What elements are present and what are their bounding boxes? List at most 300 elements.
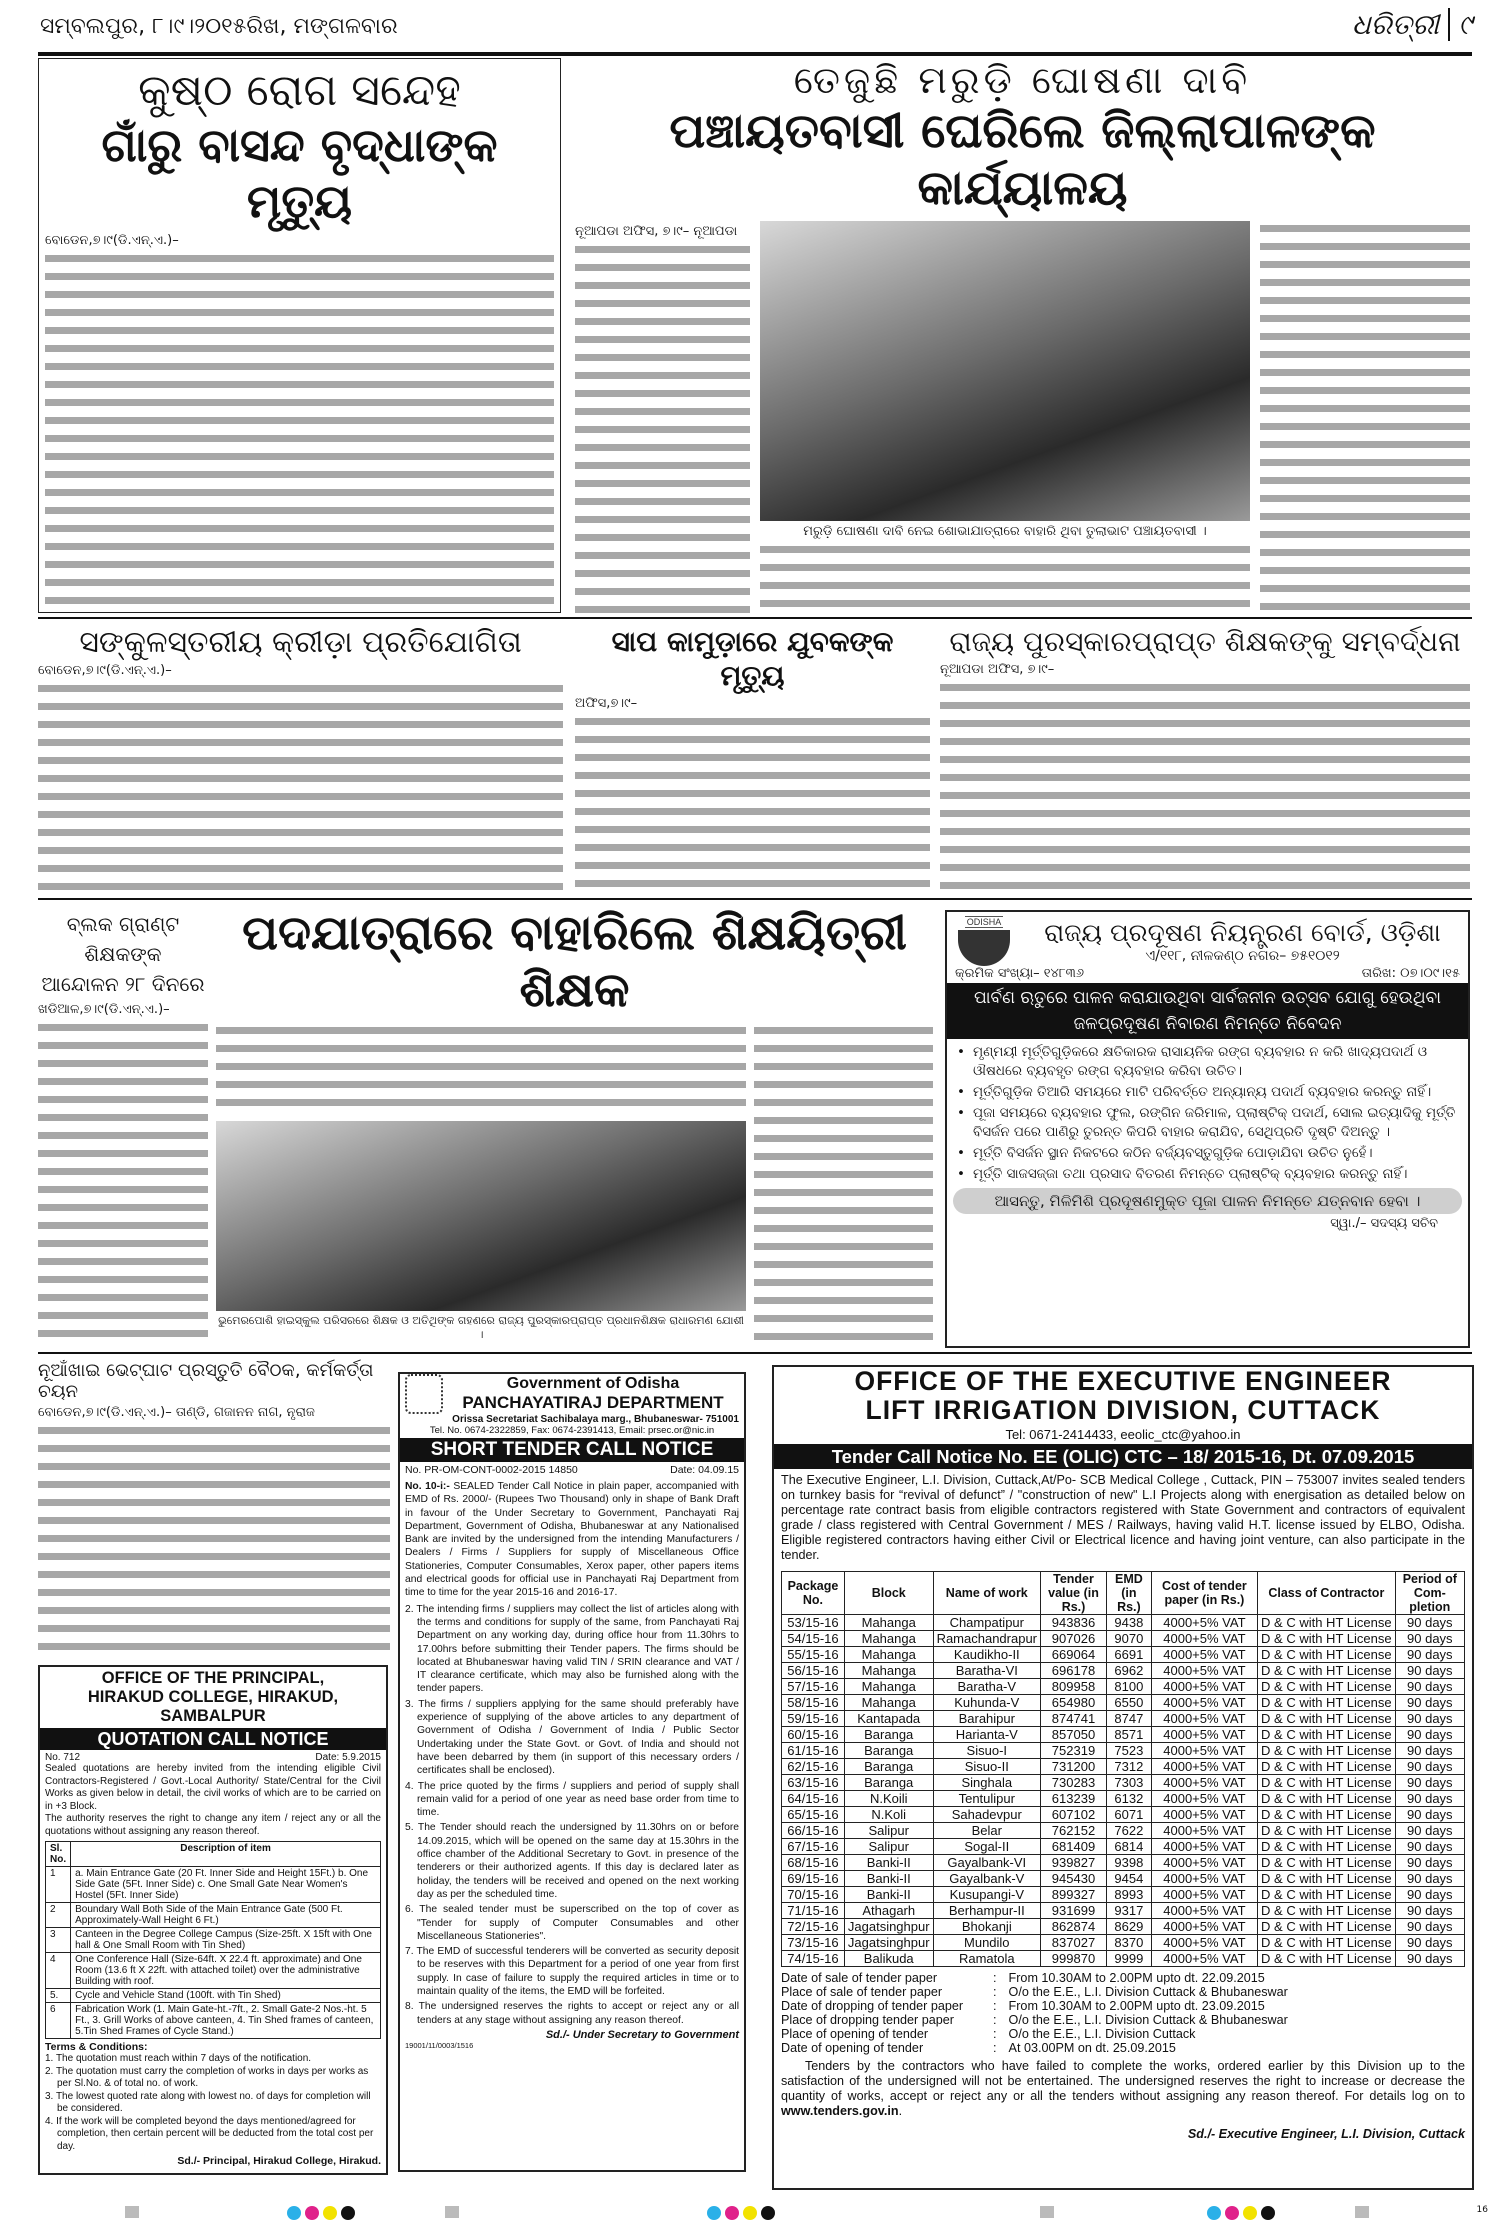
- cost-of-paper: 4000+5% VAT: [1151, 1711, 1257, 1727]
- works-table: [45, 1841, 381, 2039]
- dateline: ବୋଡେନ,୭।୯(ଡି.ଏନ୍.ଏ.)–: [38, 663, 172, 678]
- period: 90 days: [1395, 1663, 1464, 1679]
- emd: 7303: [1106, 1775, 1151, 1791]
- table-row: [782, 1743, 1465, 1759]
- block: Banki-II: [844, 1887, 933, 1903]
- bullet-icon: •: [957, 1044, 965, 1060]
- name-of-work: Sogal-II: [933, 1839, 1040, 1855]
- lead: No. 10-i:-: [405, 1481, 450, 1492]
- name-of-work: Champatipur: [933, 1615, 1040, 1631]
- period: 90 days: [1395, 1743, 1464, 1759]
- page-code: 16: [1476, 2205, 1488, 2215]
- column: [216, 1023, 746, 1345]
- schedule-label: Place of opening of tender: [781, 2027, 929, 2041]
- headline: ଗାଁରୁ ବାସନ୍ଦ ବୃଦ୍ଧାଙ୍କ ମୃତ୍ୟୁ: [101, 118, 498, 228]
- cost-of-paper: 4000+5% VAT: [1151, 1615, 1257, 1631]
- emd: 8370: [1106, 1935, 1151, 1951]
- table-row: [46, 1903, 381, 1928]
- cost-of-paper: 4000+5% VAT: [1151, 1919, 1257, 1935]
- headline: ପଞ୍ଚାୟତବାସୀ ଘେରିଲେ ଜିଲ୍ଲାପାଳଙ୍କ କାର୍ଯ୍ୟାଳୟ: [669, 103, 1376, 216]
- block: Mahanga: [844, 1631, 933, 1647]
- col-header: Cost of tender paper (in Rs.): [1151, 1572, 1257, 1615]
- schedule-value: At 03.00PM on dt. 25.09.2015: [1008, 2041, 1176, 2055]
- block: Mahanga: [844, 1615, 933, 1631]
- paper-name: ଧରିତ୍ରୀ: [1351, 8, 1440, 41]
- notice-date: Date: 5.9.2015: [315, 1752, 381, 1763]
- title-line: OFFICE OF THE EXECUTIVE ENGINEER: [854, 1366, 1392, 1396]
- col-header: Sl. No.: [46, 1842, 71, 1867]
- schedule-row: [781, 2041, 1288, 2055]
- table-row: [782, 1919, 1465, 1935]
- tender-value: 607102: [1041, 1807, 1107, 1823]
- emd: 6132: [1106, 1791, 1151, 1807]
- term-item: 4. If the work will be completed beyond the days mentioned/agreed for completion, then certain percent will be deducted from the total cost per day.: [45, 2115, 374, 2152]
- class-of-contractor: D & C with HT License: [1258, 1631, 1396, 1647]
- emd: 9454: [1106, 1871, 1151, 1887]
- hirakud-quotation-ad: [38, 1665, 388, 2175]
- block: Banki-II: [844, 1871, 933, 1887]
- kicker-line: ବ୍ଲକ ଗ୍ରାଣ୍ଟ ଶିକ୍ଷକଙ୍କ: [66, 912, 180, 966]
- name-of-work: Sahadevpur: [933, 1807, 1040, 1823]
- class-of-contractor: D & C with HT License: [1258, 1919, 1396, 1935]
- points-list: [405, 1603, 739, 2027]
- emd: 8629: [1106, 1919, 1151, 1935]
- advisory-text: ମୃଣ୍ମୟୀ ମୂର୍ତ୍ତିଗୁଡ଼ିକରେ କ୍ଷତିକାରକ ରାସାୟନିକ ରଙ୍ଗ ବ୍ୟବହାର ନ କରି ଖାଦ୍ୟପଦାର୍ଥ ଓ ଔଷଧରେ ବ୍ୟବହୃତ ରଙ୍ଗ ବ୍ୟବହାର କରିବା ଉଚିତ।: [973, 1044, 1428, 1079]
- tender-schedule: [781, 1971, 1288, 2055]
- table-row: [782, 1807, 1465, 1823]
- package-no: 73/15-16: [782, 1935, 845, 1951]
- title-line: LIFT IRRIGATION DIVISION, CUTTACK: [865, 1395, 1381, 1425]
- sl-no: 3: [46, 1928, 71, 1953]
- package-no: 53/15-16: [782, 1615, 845, 1631]
- cost-of-paper: 4000+5% VAT: [1151, 1807, 1257, 1823]
- cost-of-paper: 4000+5% VAT: [1151, 1951, 1257, 1967]
- period: 90 days: [1395, 1727, 1464, 1743]
- emd: 8747: [1106, 1711, 1151, 1727]
- point-item: 4. The price quoted by the firms / suppliers and period of supply shall remain valid for a period of one year as need base order from time to time.: [405, 1780, 739, 1819]
- class-of-contractor: D & C with HT License: [1258, 1711, 1396, 1727]
- schedule-row: [781, 1999, 1288, 2013]
- table-row: [782, 1759, 1465, 1775]
- name-of-work: Belar: [933, 1823, 1040, 1839]
- package-no: 72/15-16: [782, 1919, 845, 1935]
- terms-title: Terms & Conditions:: [45, 2041, 148, 2053]
- tender-value: 837027: [1041, 1935, 1107, 1951]
- name-of-work: Kusupangi-V: [933, 1887, 1040, 1903]
- package-no: 66/15-16: [782, 1823, 845, 1839]
- cmyk-marks-icon: [705, 2205, 777, 2224]
- name-of-work: Ramachandrapur: [933, 1631, 1040, 1647]
- class-of-contractor: D & C with HT License: [1258, 1615, 1396, 1631]
- table-row: [782, 1855, 1465, 1871]
- kicker-line: ଆନ୍ଦୋଳନ ୨୮ ଦିନରେ: [41, 972, 205, 996]
- signature: Sd./- Executive Engineer, L.I. Division, Cuttack: [1187, 2127, 1465, 2141]
- name-of-work: Berhampur-II: [933, 1903, 1040, 1919]
- tender-value: 907026: [1041, 1631, 1107, 1647]
- ad-title: [781, 1367, 1465, 1425]
- point-item: 8. The undersigned reserves the rights to accept or reject any or all tenders at any stage without assigning any reason thereof.: [405, 2001, 739, 2026]
- sl-no: 2: [46, 1903, 71, 1928]
- class-of-contractor: D & C with HT License: [1258, 1935, 1396, 1951]
- bullet-icon: •: [957, 1166, 965, 1182]
- period: 90 days: [1395, 1679, 1464, 1695]
- description: Boundary Wall Both Side of the Main Entrance Gate (500 Ft. Approximately-Wall Height 6 Ft.): [71, 1903, 381, 1928]
- period: 90 days: [1395, 1775, 1464, 1791]
- tender-value: 681409: [1041, 1839, 1107, 1855]
- block: Baranga: [844, 1759, 933, 1775]
- schedule-value: From 10.30AM to 2.00PM upto dt. 23.09.2015: [1008, 1999, 1265, 2013]
- class-of-contractor: D & C with HT License: [1258, 1855, 1396, 1871]
- tender-value: 752319: [1041, 1743, 1107, 1759]
- panchayatiraj-tender-ad: [398, 1372, 746, 2172]
- ref-line: [405, 1464, 739, 1476]
- article-body: [216, 1023, 746, 1117]
- period: 90 days: [1395, 1695, 1464, 1711]
- table-row: [782, 1887, 1465, 1903]
- main-area: [216, 905, 933, 1345]
- package-no: 67/15-16: [782, 1839, 845, 1855]
- tender-value: 669064: [1041, 1647, 1107, 1663]
- tender-value: 654980: [1041, 1695, 1107, 1711]
- article-body: [754, 1023, 933, 1345]
- schedule-label: Date of dropping of tender paper: [781, 1999, 964, 2013]
- tender-value: 696178: [1041, 1663, 1107, 1679]
- schedule-value: O/o the E.E., L.I. Division Cuttack & Bhubaneswar: [1008, 2013, 1288, 2027]
- notice-number: No. PR-OM-CONT-0002-2015 14850: [405, 1464, 578, 1476]
- bullet-icon: •: [957, 1084, 965, 1100]
- header-rule: [38, 52, 1472, 56]
- ad-heading: [1023, 918, 1462, 964]
- article-columns: [216, 1023, 933, 1345]
- tender-value: 943836: [1041, 1615, 1107, 1631]
- gray-swatch-icon: [1355, 2206, 1369, 2218]
- point-item: 2. The intending firms / suppliers may collect the list of articles along with the terms and conditions for supply of the same, from Panchayati Raj Department on any working day, during office hour from 11.30hrs to 17.00hrs before submitting their Tender papers. The firms should be located at Bhubaneswar having valid TIN / SRIN clearance and VAT / IT clearance certificate, which may also be furnished along with the tender papers.: [405, 1603, 739, 1695]
- address: Orissa Secretariat Sachibalaya marg., Bhubaneswar- 751001: [452, 1414, 739, 1425]
- class-of-contractor: D & C with HT License: [1258, 1695, 1396, 1711]
- name-of-work: Tentulipur: [933, 1791, 1040, 1807]
- article-body: [38, 1020, 208, 1345]
- name-of-work: Baratha-V: [933, 1679, 1040, 1695]
- slogan: ଆସନ୍ତୁ, ମିଳିମିଶି ପ୍ରଦୂଷଣମୁକ୍ତ ପୂଜା ପାଳନ ନିମନ୍ତେ ଯତ୍ନବାନ ହେବା ।: [953, 1188, 1462, 1214]
- dateline: ବୋଡେନ,୭।୯(ଡି.ଏନ୍.ଏ.)–: [45, 233, 179, 248]
- dateline: ନୂଆପଡା ଅଫିସ, ୭।୯–: [940, 662, 1055, 677]
- signature: ସ୍ୱା./– ସଦସ୍ୟ ସଚିବ: [1330, 1216, 1438, 1231]
- block: Balikuda: [844, 1951, 933, 1967]
- dateline: ଅଫିସ,୭।୯–: [575, 696, 638, 711]
- separator: :: [993, 2013, 997, 2027]
- block: Salipur: [844, 1839, 933, 1855]
- schedule-row: [781, 2027, 1288, 2041]
- intro-2: The authority reserves the right to change any item / reject any or all the quotations without assigning any reason thereof.: [45, 1813, 381, 1837]
- protest-photo: [760, 221, 1250, 521]
- point-item: 6. The sealed tender must be superscribed on the top of cover as "Tender for supply of Computer Consumables and other Miscellaneous Stationeries".: [405, 1904, 739, 1942]
- emd: 9070: [1106, 1631, 1151, 1647]
- article-nuakhai: [38, 1360, 390, 1660]
- class-of-contractor: D & C with HT License: [1258, 1807, 1396, 1823]
- ad-banner: QUOTATION CALL NOTICE: [40, 1728, 386, 1750]
- schedule-row: [781, 1971, 1288, 1985]
- col-header: EMD (in Rs.): [1106, 1572, 1151, 1615]
- masthead: [1352, 8, 1472, 42]
- point-item: 5. The Tender should reach the undersigned by 11.30hrs on or before 14.09.2015, which will be opened on the same day at 15.30hrs in the office chamber of the Additional Secretary to Govt. in presence of the tenderers or their authorized agents. If this day is declared later as holiday, the tenders will be received and opened on the next working day as per the scheduled time.: [405, 1822, 739, 1900]
- signature: Sd./- Under Secretary to Government: [545, 2028, 739, 2041]
- table-row: [782, 1663, 1465, 1679]
- advisory-text: ପୂଜା ସମୟରେ ବ୍ୟବହାର ଫୁଲ, ରଙ୍ଗିନ ଜରିମାଳ, ପ୍ଲାଷ୍ଟିକ୍ ପଦାର୍ଥ, ସୋଲ ଇତ୍ୟାଦିକୁ ମୂର୍ତ୍ତି ବିସର୍ଜନ ପରେ ପାଣିରୁ ତୁରନ୍ତ କିପରି ବାହାର କରାଯିବ, ସେଥିପ୍ରତି ଦୃଷ୍ଟି ଦିଅନ୍ତୁ ।: [973, 1105, 1456, 1140]
- col-header: Class of Contractor: [1258, 1572, 1396, 1615]
- period: 90 days: [1395, 1711, 1464, 1727]
- tender-table: [781, 1571, 1465, 1967]
- dateline: ବୋଡେନ,୭।୯(ଡି.ଏନ୍.ଏ.)– ତାଣ୍ଡି, ଗଜାନନ ନାଗ, ନୃରାଜ: [38, 1405, 315, 1420]
- cost-of-paper: 4000+5% VAT: [1151, 1871, 1257, 1887]
- website-link[interactable]: www.tenders.gov.in: [781, 2104, 899, 2118]
- tender-value: 945430: [1041, 1871, 1107, 1887]
- bullet-icon: •: [957, 1145, 965, 1161]
- column: [575, 221, 750, 613]
- table-row: [782, 1903, 1465, 1919]
- cost-of-paper: 4000+5% VAT: [1151, 1855, 1257, 1871]
- name-of-work: Gayalbank-VI: [933, 1855, 1040, 1871]
- block: Salipur: [844, 1823, 933, 1839]
- package-no: 69/15-16: [782, 1871, 845, 1887]
- block: Jagatsinghpur: [844, 1919, 933, 1935]
- gray-swatch-icon: [445, 2206, 459, 2218]
- period: 90 days: [1395, 1615, 1464, 1631]
- ref-line: [947, 966, 1468, 983]
- odisha-logo-icon: [953, 916, 1015, 966]
- period: 90 days: [1395, 1807, 1464, 1823]
- cmyk-marks-icon: [1205, 2205, 1277, 2224]
- dateline: ଖଡିଆଳ,୭।୯(ଡି.ଏନ୍.ଏ.)–: [38, 1002, 170, 1017]
- table-row: [46, 1928, 381, 1953]
- class-of-contractor: D & C with HT License: [1258, 1903, 1396, 1919]
- block: Baranga: [844, 1775, 933, 1791]
- notice-number: No. 712: [45, 1752, 81, 1763]
- column: [38, 905, 208, 1345]
- block: N.Koli: [844, 1807, 933, 1823]
- ad-banner: ପାର୍ବଣ ଋତୁରେ ପାଳନ କରାଯାଉଥିବା ସାର୍ବଜନୀନ ଉତ୍ସବ ଯୋଗୁ ହେଉଥିବା ଜଳପ୍ରଦୂଷଣ ନିବାରଣ ନିମନ୍ତେ ନିବେଦନ: [947, 983, 1468, 1039]
- schedule-label: Date of sale of tender paper: [781, 1971, 938, 1985]
- emd: 9999: [1106, 1951, 1151, 1967]
- period: 90 days: [1395, 1919, 1464, 1935]
- name-of-work: Baratha-VI: [933, 1663, 1040, 1679]
- article-body: [45, 251, 554, 604]
- table-row: [782, 1647, 1465, 1663]
- emd: 6550: [1106, 1695, 1151, 1711]
- ad-banner: SHORT TENDER CALL NOTICE: [400, 1438, 744, 1462]
- class-of-contractor: D & C with HT License: [1258, 1887, 1396, 1903]
- period: 90 days: [1395, 1903, 1464, 1919]
- package-no: 71/15-16: [782, 1903, 845, 1919]
- kicker: କୁଷ୍ଠ ରୋଗ ସନ୍ଦେହ: [138, 65, 461, 116]
- text: SEALED Tender Call Notice in plain paper, accompanied with EMD of Rs. 2000/- (Rupees Two Thousand) only in shape of Bank Draft in favour of the Under Secretary to Government, Panchayati Raj Department, Government of Odisha, Bhubaneswar at any Nationalised Bank are invited by the undersigned from the intending Manufacturers / Dealers / Firms / Suppliers for supply of Miscellaneous Office Stationeries, Computer Consumables, Xerox paper, other papers items and electrical goods for official use in Panchayati Raj Department from time to time for the year 2015-16 and 2016-17.: [405, 1481, 739, 1599]
- table-row: [782, 1839, 1465, 1855]
- name-of-work: Singhala: [933, 1775, 1040, 1791]
- advisory-item: [955, 1104, 1460, 1142]
- tender-value: 857050: [1041, 1727, 1107, 1743]
- period: 90 days: [1395, 1759, 1464, 1775]
- notice-date: Date: 04.09.15: [670, 1464, 739, 1476]
- photo-caption: ମରୁଡ଼ି ଘୋଷଣା ଦାବି ନେଇ ଶୋଭାଯାତ୍ରାରେ ବାହାରି ଥିବା ତୁଲାଭାଟ ପଞ୍ଚାୟତବାସୀ ।: [803, 524, 1207, 539]
- col-header: Period of Com-pletion: [1395, 1572, 1464, 1615]
- col-header: Package No.: [782, 1572, 845, 1615]
- term-item: 3. The lowest quoted rate along with lowest no. of days for completion will be considered.: [45, 2090, 371, 2114]
- cost-of-paper: 4000+5% VAT: [1151, 1663, 1257, 1679]
- separator: :: [993, 1971, 997, 1985]
- advisory-text: ମୂର୍ତ୍ତିଗୁଡ଼ିକ ତିଆରି ସମୟରେ ମାଟି ପରିବର୍ତ୍ତେ ଅନ୍ୟାନ୍ୟ ପଦାର୍ଥ ବ୍ୟବହାର କରନ୍ତୁ ନାହିଁ।: [973, 1084, 1432, 1100]
- class-of-contractor: D & C with HT License: [1258, 1951, 1396, 1967]
- name-of-work: Kaudikho-II: [933, 1647, 1040, 1663]
- tender-value: 939827: [1041, 1855, 1107, 1871]
- cost-of-paper: 4000+5% VAT: [1151, 1727, 1257, 1743]
- col-header: Description of item: [71, 1842, 381, 1867]
- package-no: 61/15-16: [782, 1743, 845, 1759]
- ref-line: [45, 1752, 381, 1763]
- name-of-work: Sisuo-II: [933, 1759, 1040, 1775]
- point-item: 3. The firms / suppliers applying for the same should preferably have experience of supplying of the above articles to any department of Government of Odisha / Government of India / Public Sector Undertaking under the State Govt. or Govt. of India and should not have been debarred by them (in support of this necessary orders / certificates shall be enclosed).: [405, 1698, 739, 1777]
- block: Baranga: [844, 1743, 933, 1759]
- separator: :: [993, 2027, 997, 2041]
- term-item: 1. The quotation must reach within 7 days of the notification.: [45, 2053, 312, 2064]
- divider: [38, 1352, 1472, 1354]
- emd: 6691: [1106, 1647, 1151, 1663]
- article-body: [940, 680, 1470, 895]
- cost-of-paper: 4000+5% VAT: [1151, 1679, 1257, 1695]
- cost-of-paper: 4000+5% VAT: [1151, 1743, 1257, 1759]
- serial-number: କ୍ରମିକ ସଂଖ୍ୟା– ୧୪୮୩୬: [955, 966, 1085, 981]
- class-of-contractor: D & C with HT License: [1258, 1823, 1396, 1839]
- tender-value: 613239: [1041, 1791, 1107, 1807]
- class-of-contractor: D & C with HT License: [1258, 1663, 1396, 1679]
- ad-date: ତାରିଖ: ୦୭।୦୯।୧୫: [1361, 966, 1460, 981]
- description: One Conference Hall (Size-64ft. X 22.4 ft. approximate) and One Room (13.6 ft X 22ft. with attached toilet) over the administrative Building with roof.: [71, 1953, 381, 1989]
- period: 90 days: [1395, 1839, 1464, 1855]
- cost-of-paper: 4000+5% VAT: [1151, 1935, 1257, 1951]
- cost-of-paper: 4000+5% VAT: [1151, 1903, 1257, 1919]
- article-body: [38, 1423, 390, 1660]
- advisory-text: ମୂର୍ତ୍ତି ବିସର୍ଜନ ସ୍ଥାନ ନିକଟରେ କଠିନ ବର୍ଜ୍ୟବସ୍ତୁଗୁଡ଼ିକ ପୋଡ଼ାଯିବା ଉଚିତ ନୁହେଁ।: [973, 1145, 1373, 1161]
- schedule-row: [781, 1985, 1288, 1999]
- tender-value: 809958: [1041, 1679, 1107, 1695]
- cmyk-marks-icon: [285, 2205, 357, 2224]
- table-row: [782, 1791, 1465, 1807]
- tender-value: 730283: [1041, 1775, 1107, 1791]
- block: Banki-II: [844, 1855, 933, 1871]
- emd: 6814: [1106, 1839, 1151, 1855]
- package-no: 70/15-16: [782, 1887, 845, 1903]
- package-no: 57/15-16: [782, 1679, 845, 1695]
- table-row: [782, 1823, 1465, 1839]
- cost-of-paper: 4000+5% VAT: [1151, 1695, 1257, 1711]
- emd: 7523: [1106, 1743, 1151, 1759]
- name-of-work: Bhokanji: [933, 1919, 1040, 1935]
- ad-title: ରାଜ୍ୟ ପ୍ରଦୂଷଣ ନିୟନ୍ତ୍ରଣ ବୋର୍ଡ, ଓଡ଼ିଶା: [1044, 918, 1441, 947]
- ad-header: [405, 1374, 739, 1414]
- signature: Sd./- Principal, Hirakud College, Hirakud.: [177, 2155, 381, 2167]
- ad-code: 19001/11/0003/1516: [405, 2040, 474, 2050]
- print-registration-marks: [0, 2203, 1500, 2224]
- class-of-contractor: D & C with HT License: [1258, 1727, 1396, 1743]
- table-row: [782, 1679, 1465, 1695]
- advisory-list: [947, 1039, 1468, 1186]
- article-body: [575, 242, 750, 613]
- text: Tenders by the contractors who have failed to complete the works, ordered earlier by this Division up to the satisfaction of the undersigned will not be entertained. The undersigned reserves the right to increase or decrease the quantity of works, accept or reject any or all the tenders without assigning any reason thereof. For details log on to: [781, 2059, 1465, 2103]
- package-no: 64/15-16: [782, 1791, 845, 1807]
- schedule-value: O/o the E.E., L.I. Division Cuttack: [1008, 2027, 1196, 2041]
- name-of-work: Mundilo: [933, 1935, 1040, 1951]
- block: Jagatsinghpur: [844, 1935, 933, 1951]
- advisory-text: ମୂର୍ତ୍ତି ସାଜସଜ୍ଜା ତଥା ପ୍ରସାଦ ବିତରଣ ନିମନ୍ତେ ପ୍ଲାଷ୍ଟିକ୍ ବ୍ୟବହାର କରନ୍ତୁ ନାହିଁ।: [973, 1166, 1408, 1182]
- table-row: [46, 1989, 381, 2003]
- schedule-label: Place of dropping tender paper: [781, 2013, 954, 2027]
- table-row: [782, 1871, 1465, 1887]
- emd: 6071: [1106, 1807, 1151, 1823]
- tender-value: 999870: [1041, 1951, 1107, 1967]
- article-columns: [575, 221, 1470, 613]
- package-no: 59/15-16: [782, 1711, 845, 1727]
- article-body: [760, 542, 1250, 613]
- col-header: Tender value (in Rs.): [1041, 1572, 1107, 1615]
- table-row: [46, 1867, 381, 1903]
- advisory-item: [955, 1144, 1460, 1163]
- article-teacher-felicitation: [940, 625, 1470, 895]
- photo-caption: ଭୁମେରପୋଶି ହାଇସ୍କୁଲ ପରିସରରେ ଶିକ୍ଷକ ଓ ଅତିଥିଙ୍କ ଗହଣରେ ରାଜ୍ୟ ପୁରସ୍କାରପ୍ରାପ୍ତ ପ୍ରଧାନଶିକ୍ଷକ ରାଧାରମଣ ଯୋଶୀ ।: [218, 1314, 744, 1341]
- table-row: [782, 1615, 1465, 1631]
- separator: :: [993, 1999, 997, 2013]
- ad-heading: [447, 1375, 739, 1413]
- package-no: 74/15-16: [782, 1951, 845, 1967]
- class-of-contractor: D & C with HT License: [1258, 1839, 1396, 1855]
- name-of-work: Gayalbank-V: [933, 1871, 1040, 1887]
- teachers-photo: [216, 1121, 746, 1311]
- emd: 6962: [1106, 1663, 1151, 1679]
- article-sports: [38, 625, 563, 895]
- logo-text: ODISHA: [966, 917, 1002, 927]
- description: Fabrication Work (1. Main Gate-ht.-7ft., 2. Small Gate-2 Nos.-ht. 5 Ft., 3. Grill Works of above canteen, 4. Tin Shed frames of canteen, 5.Tin Shed Frames of Cycle Stand.): [71, 2003, 381, 2039]
- kicker: [38, 909, 208, 999]
- emd: 9398: [1106, 1855, 1151, 1871]
- ad-title: [45, 1669, 381, 1726]
- ad-address: ଏ/୧୧୮, ନୀଳକଣ୍ଠ ନଗର– ୭୫୧୦୧୨: [1145, 948, 1340, 964]
- article-teachers-march: [38, 905, 933, 1345]
- sl-no: 1: [46, 1867, 71, 1903]
- class-of-contractor: D & C with HT License: [1258, 1871, 1396, 1887]
- term-item: 2. The quotation must carry the completion of works in days per works as per Sl.No. & of total no. of work.: [45, 2065, 369, 2089]
- period: 90 days: [1395, 1791, 1464, 1807]
- sl-no: 5.: [46, 1989, 71, 2003]
- name-of-work: Harianta-V: [933, 1727, 1040, 1743]
- divider: [38, 898, 1472, 900]
- page-number: ୯: [1448, 8, 1472, 41]
- emd: 7622: [1106, 1823, 1151, 1839]
- schedule-label: Place of sale of tender paper: [781, 1985, 943, 1999]
- intro: Sealed quotations are hereby invited from the intending eligible Civil Contractors-Registered / Govt.-Local Authority/ State/Central for the Civil Works as given below in detail, the civil works of which are to be carried on in +3 Block.: [45, 1763, 381, 1812]
- class-of-contractor: D & C with HT License: [1258, 1647, 1396, 1663]
- cost-of-paper: 4000+5% VAT: [1151, 1775, 1257, 1791]
- table-row: [46, 2003, 381, 2039]
- headline: ରାଜ୍ୟ ପୁରସ୍କାରପ୍ରାପ୍ତ ଶିକ୍ଷକଙ୍କୁ ସମ୍ବର୍ଦ୍ଧନା: [949, 625, 1461, 658]
- tender-value: 931699: [1041, 1903, 1107, 1919]
- advisory-item: [955, 1083, 1460, 1102]
- name-of-work: Ramatola: [933, 1951, 1040, 1967]
- package-no: 55/15-16: [782, 1647, 845, 1663]
- tender-value: 762152: [1041, 1823, 1107, 1839]
- block: Mahanga: [844, 1695, 933, 1711]
- period: 90 days: [1395, 1647, 1464, 1663]
- description: Canteen in the Degree College Campus (Size-25ft. X 15ft with One hall & One Small Room with Tin Shed): [71, 1928, 381, 1953]
- emd: 7312: [1106, 1759, 1151, 1775]
- description: a. Main Entrance Gate (20 Ft. Inner Side and Height 15Ft.) b. One Side Gate (5Ft. Inner Side) c. One Small Gate Near Women's Hostel (5Ft. Inner Side): [71, 1867, 381, 1903]
- sl-no: 4: [46, 1953, 71, 1989]
